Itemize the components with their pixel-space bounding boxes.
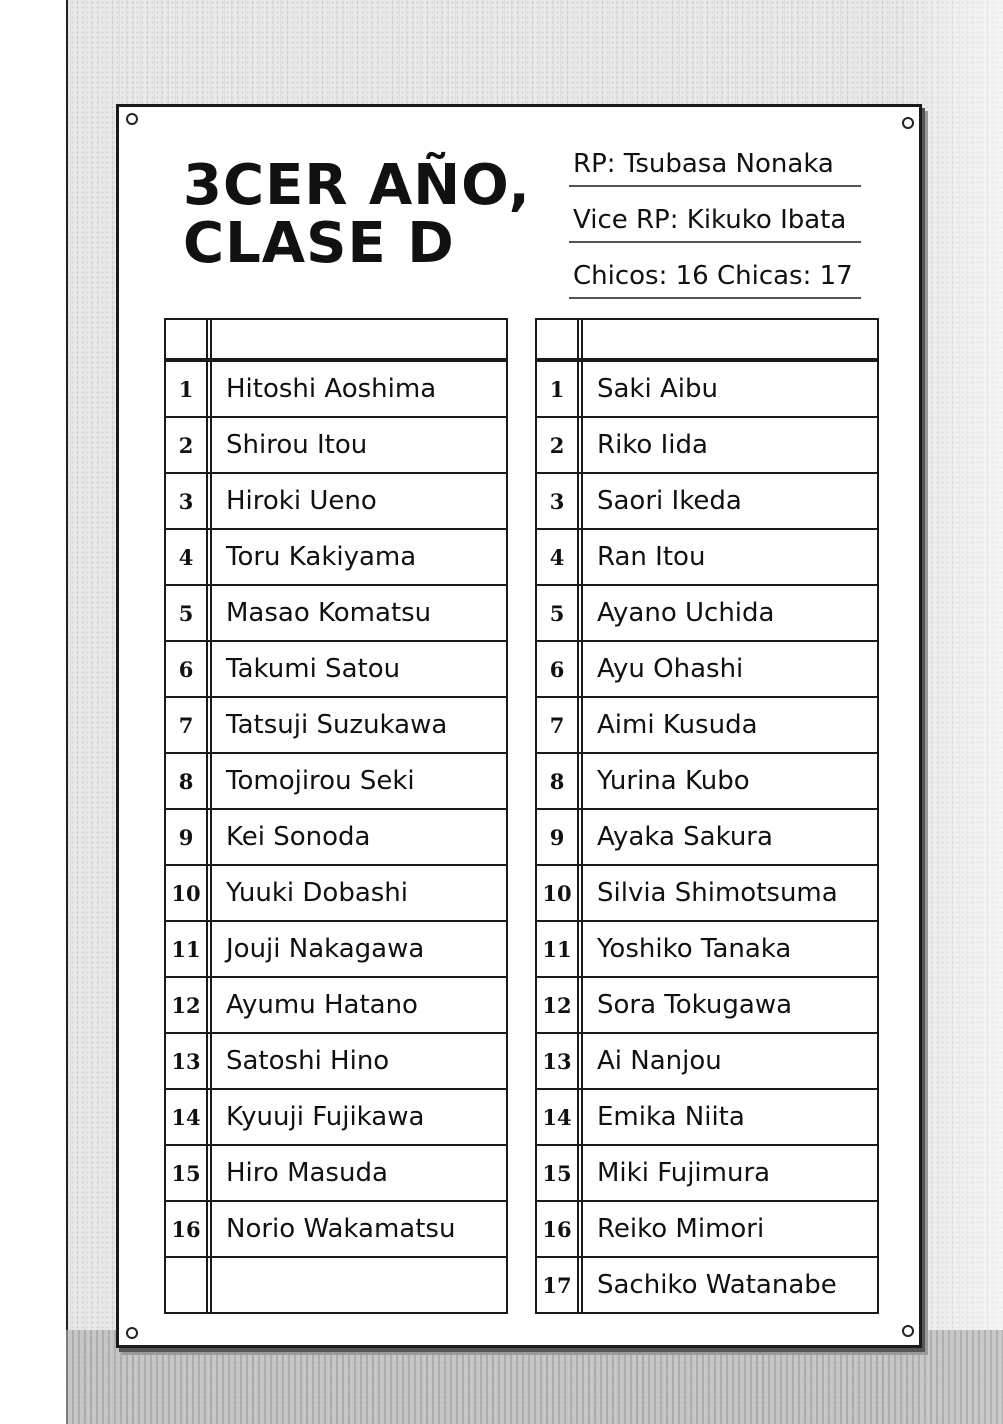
student-number: 17 (537, 1258, 583, 1312)
student-number: 10 (537, 866, 583, 920)
student-name: Yuuki Dobashi (226, 878, 409, 908)
girls-roster-table (535, 318, 879, 1314)
table-row (166, 584, 506, 640)
class-title-line2: CLASE D (183, 211, 455, 276)
table-row (537, 752, 877, 808)
pin-icon (126, 1327, 138, 1339)
table-row (166, 416, 506, 472)
student-number: 11 (166, 922, 212, 976)
table-row (166, 808, 506, 864)
student-name: Miki Fujimura (597, 1158, 771, 1188)
table-row (537, 360, 877, 416)
student-number: 1 (537, 362, 583, 416)
class-roster-board (116, 104, 922, 1348)
vice-representative: Vice RP: Kikuko Ibata (569, 187, 861, 243)
student-name (212, 1258, 506, 1312)
student-counts: Chicos: 16 Chicas: 17 (569, 243, 861, 299)
student-number: 4 (537, 530, 583, 584)
student-name: Tomojirou Seki (226, 766, 415, 796)
student-name: Ayaka Sakura (597, 822, 773, 852)
student-number: 13 (537, 1034, 583, 1088)
table-row (537, 976, 877, 1032)
student-number: 14 (537, 1090, 583, 1144)
class-representative: RP: Tsubasa Nonaka (569, 143, 861, 187)
wall-left-panel (0, 0, 68, 1424)
boys-roster-table (164, 318, 508, 1314)
student-name: Ai Nanjou (597, 1046, 722, 1076)
table-row (537, 1256, 877, 1312)
table-row (537, 808, 877, 864)
student-name: Norio Wakamatsu (226, 1214, 456, 1244)
student-number: 6 (537, 642, 583, 696)
student-number: 13 (166, 1034, 212, 1088)
student-name: Reiko Mimori (597, 1214, 765, 1244)
student-name: Ayumu Hatano (226, 990, 418, 1020)
table-row (166, 1200, 506, 1256)
student-name: Yurina Kubo (597, 766, 750, 796)
student-number: 9 (166, 810, 212, 864)
student-name: Ran Itou (597, 542, 706, 572)
table-row (537, 920, 877, 976)
student-name: Saori Ikeda (597, 486, 742, 516)
table-row (537, 1032, 877, 1088)
student-number: 14 (166, 1090, 212, 1144)
student-number: 9 (537, 810, 583, 864)
student-name: Ayu Ohashi (597, 654, 744, 684)
student-number: 12 (166, 978, 212, 1032)
table-header-row (166, 320, 506, 360)
student-number: 4 (166, 530, 212, 584)
student-name: Yoshiko Tanaka (597, 934, 792, 964)
student-name: Satoshi Hino (226, 1046, 390, 1076)
header-name-cell (583, 320, 877, 358)
table-row (166, 752, 506, 808)
student-number: 15 (537, 1146, 583, 1200)
student-name: Riko Iida (597, 430, 708, 460)
student-name: Aimi Kusuda (597, 710, 758, 740)
pin-icon (902, 1325, 914, 1337)
student-number: 8 (166, 754, 212, 808)
table-row (537, 640, 877, 696)
student-name: Hiro Masuda (226, 1158, 388, 1188)
table-row (537, 584, 877, 640)
student-number: 10 (166, 866, 212, 920)
student-number: 8 (537, 754, 583, 808)
student-number: 6 (166, 642, 212, 696)
header-number-cell (166, 320, 212, 358)
student-name: Emika Niita (597, 1102, 745, 1132)
table-row (166, 696, 506, 752)
student-number: 3 (537, 474, 583, 528)
table-header-row (537, 320, 877, 360)
pin-icon (126, 113, 138, 125)
table-row (166, 360, 506, 416)
student-name: Saki Aibu (597, 374, 718, 404)
table-row (166, 640, 506, 696)
pin-icon (902, 117, 914, 129)
student-number (166, 1258, 212, 1312)
table-row (537, 1200, 877, 1256)
student-number: 2 (166, 418, 212, 472)
table-row (166, 864, 506, 920)
table-row (166, 976, 506, 1032)
table-row (166, 1032, 506, 1088)
student-number: 7 (166, 698, 212, 752)
student-number: 7 (537, 698, 583, 752)
student-number: 3 (166, 474, 212, 528)
student-number: 16 (166, 1202, 212, 1256)
student-name: Toru Kakiyama (226, 542, 417, 572)
class-info (569, 143, 861, 299)
class-title (183, 153, 531, 276)
student-number: 2 (537, 418, 583, 472)
table-row (166, 528, 506, 584)
header-number-cell (537, 320, 583, 358)
table-row (537, 864, 877, 920)
table-row (166, 920, 506, 976)
student-name: Kei Sonoda (226, 822, 371, 852)
student-name: Masao Komatsu (226, 598, 432, 628)
student-name: Hiroki Ueno (226, 486, 377, 516)
table-row (166, 1088, 506, 1144)
student-name: Takumi Satou (226, 654, 401, 684)
student-name: Sachiko Watanabe (597, 1270, 837, 1300)
table-row (537, 1144, 877, 1200)
student-name: Sora Tokugawa (597, 990, 793, 1020)
student-number: 16 (537, 1202, 583, 1256)
table-row (537, 528, 877, 584)
class-title-line1: 3CER AÑO, (183, 153, 531, 218)
student-number: 12 (537, 978, 583, 1032)
student-number: 11 (537, 922, 583, 976)
student-name: Jouji Nakagawa (226, 934, 425, 964)
table-row (537, 416, 877, 472)
student-number: 5 (537, 586, 583, 640)
student-number: 5 (166, 586, 212, 640)
student-name: Ayano Uchida (597, 598, 775, 628)
student-name: Kyuuji Fujikawa (226, 1102, 425, 1132)
student-name: Shirou Itou (226, 430, 368, 460)
table-row (166, 1256, 506, 1312)
header-name-cell (212, 320, 506, 358)
table-row (537, 1088, 877, 1144)
student-number: 15 (166, 1146, 212, 1200)
student-name: Silvia Shimotsuma (597, 878, 838, 908)
table-row (537, 696, 877, 752)
table-row (166, 1144, 506, 1200)
student-name: Hitoshi Aoshima (226, 374, 437, 404)
table-row (537, 472, 877, 528)
table-row (166, 472, 506, 528)
student-name: Tatsuji Suzukawa (226, 710, 448, 740)
student-number: 1 (166, 362, 212, 416)
